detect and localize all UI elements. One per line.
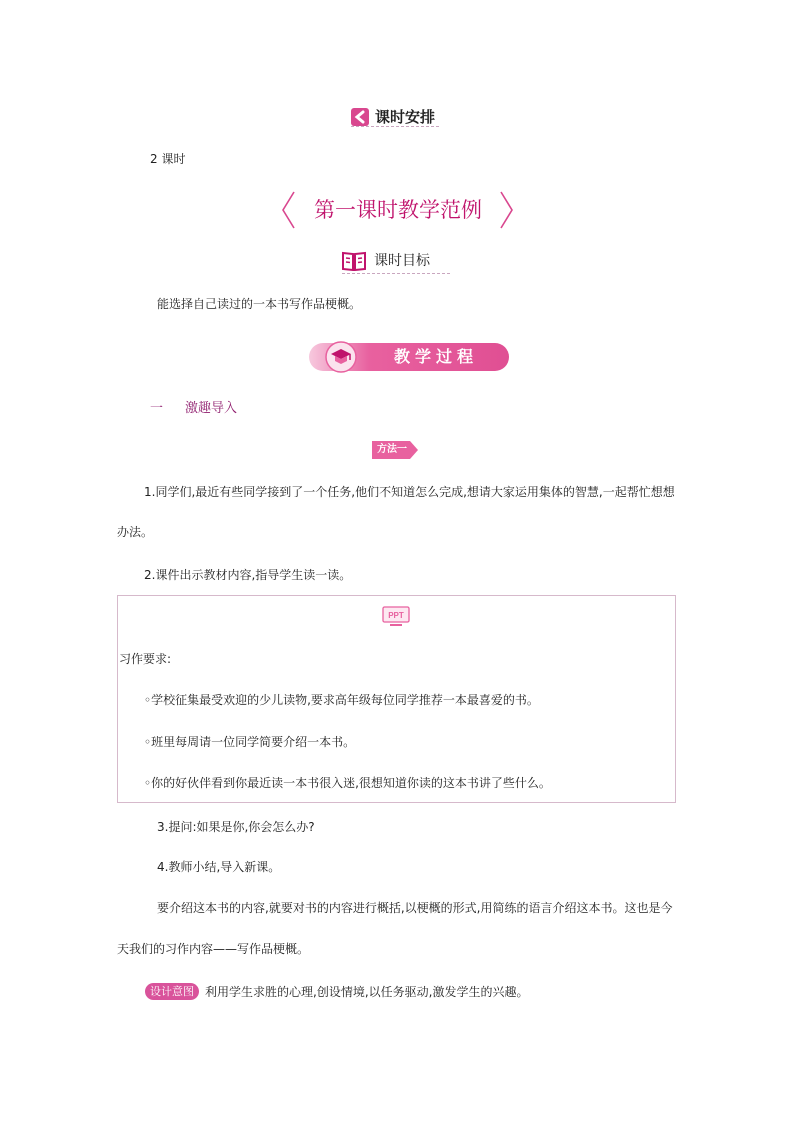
section-heading xyxy=(150,401,237,417)
ppt-item-2: ◦班里每周请一位同学简要介绍一本书。 xyxy=(144,735,356,749)
schedule-underline xyxy=(351,126,439,127)
summary-line-1: 要介绍这本书的内容,就要对书的内容进行概括,以梗概的形式,用简练的语言介绍这本书。这也是今 xyxy=(157,901,673,915)
lesson-title: 第一课时教学范例 xyxy=(314,198,482,222)
graduation-cap-icon xyxy=(329,347,353,367)
step-2: 2.课件出示教材内容,指导学生读一读。 xyxy=(144,568,352,582)
step-1-line-1: 1.同学们,最近有些同学接到了一个任务,他们不知道怎么完成,想请大家运用集体的智慧,一起帮忙想想 xyxy=(144,485,675,499)
ppt-item-3: ◦你的好伙伴看到你最近读一本书很入迷,很想知道你读的这本书讲了些什么。 xyxy=(144,776,551,790)
schedule-title: 课时安排 xyxy=(375,108,436,126)
section-number: 一 xyxy=(150,401,164,416)
lesson-title-block xyxy=(280,190,515,230)
method-badge-label: 方法一 xyxy=(377,444,407,455)
section-title: 激趣导入 xyxy=(185,401,238,416)
goals-title: 课时目标 xyxy=(374,253,430,269)
step-3: 3.提问:如果是你,你会怎么办? xyxy=(157,820,315,834)
process-banner-label: 教学过程 xyxy=(393,347,478,366)
goals-text: 能选择自己读过的一本书写作品梗概。 xyxy=(157,297,362,311)
goals-header xyxy=(342,249,430,273)
process-banner xyxy=(309,341,509,373)
step-4: 4.教师小结,导入新课。 xyxy=(157,860,281,874)
schedule-content: 2 课时 xyxy=(150,152,186,166)
bookmark-arrow-icon xyxy=(351,108,369,126)
method-badge xyxy=(372,441,418,459)
goals-underline xyxy=(342,273,450,274)
summary-line-2: 天我们的习作内容——写作品梗概。 xyxy=(117,942,310,956)
ppt-heading: 习作要求: xyxy=(119,652,172,666)
ppt-monitor-icon xyxy=(382,606,410,628)
design-intent-badge xyxy=(145,983,199,1000)
design-intent-badge-label: 设计意图 xyxy=(150,985,194,998)
ppt-item-1: ◦学校征集最受欢迎的少儿读物,要求高年级每位同学推荐一本最喜爱的书。 xyxy=(144,693,539,707)
step-1-line-2: 办法。 xyxy=(117,525,154,539)
ppt-icon-label: PPT xyxy=(388,611,404,620)
open-book-icon xyxy=(342,251,366,271)
ppt-icon xyxy=(382,606,410,628)
design-intent-text: 利用学生求胜的心理,创设情境,以任务驱动,激发学生的兴趣。 xyxy=(205,985,529,999)
